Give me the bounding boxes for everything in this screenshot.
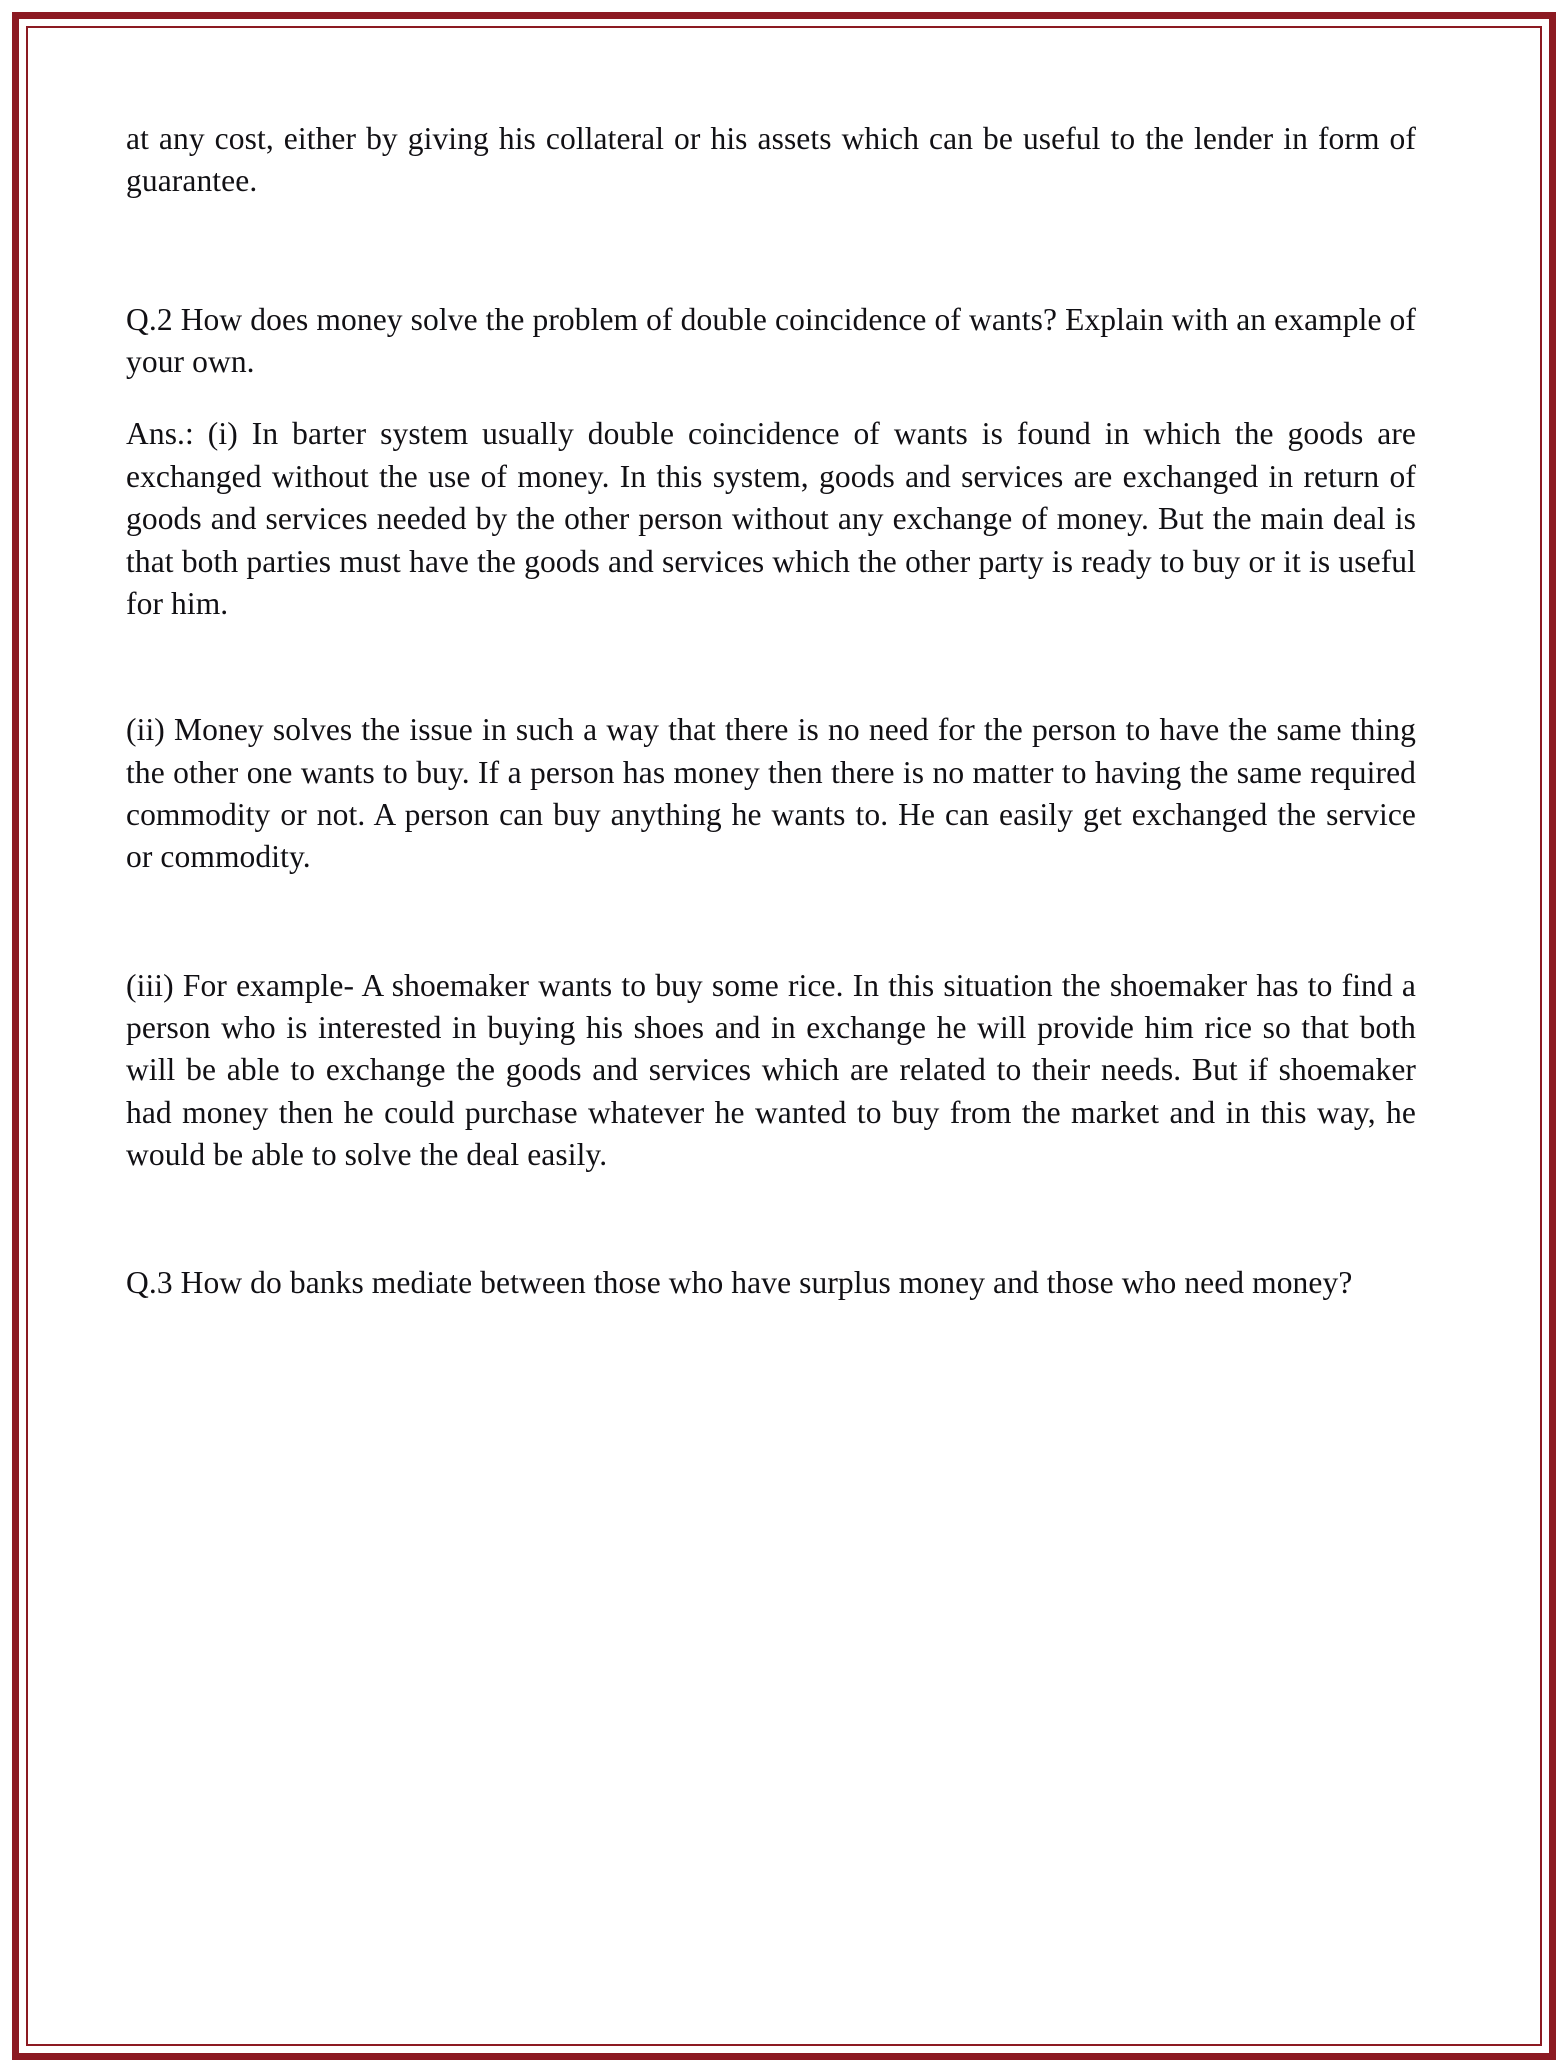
answer-2-part-ii: (ii) Money solves the issue in such a way that there is no need for the person to have the same thing the other one wants to buy. If a person has money then there is no matter to having the same required commodity or not. A person can buy anything he wants to. He can easily get exchanged the service or commodity. — [126, 712, 1416, 875]
continued-paragraph: at any cost, either by giving his collateral or his assets which can be useful to the lender in form of guarantee. — [126, 121, 1416, 199]
answer-2-part-iii: (iii) For example- A shoemaker wants to buy some rice. In this situation the shoemaker has to find a person who is interested in buying his shoes and in exchange he will provide him rice so that both will be able to exchange the goods and services which are related to their needs. But if shoemaker had money then he could purchase whatever he wanted to buy from the market and in this way, he would be able to solve the deal easily. — [126, 967, 1416, 1173]
answer-2-part-i: Ans.: (i) In barter system usually double coincidence of wants is found in which the goods are exchanged without the use of money. In this system, goods and services are exchanged in return of goods and services needed by the other person without any exchange of money. But the main deal is that both parties must have the goods and services which the other party is ready to buy or it is useful for him. — [126, 416, 1416, 621]
question-2: Q.2 How does money solve the problem of double coincidence of wants? Explain with an example of your own. — [126, 301, 1416, 380]
question-3: Q.3 How do banks mediate between those who have surplus money and those who need money? — [126, 1265, 1353, 1301]
document-body — [126, 118, 1416, 1305]
